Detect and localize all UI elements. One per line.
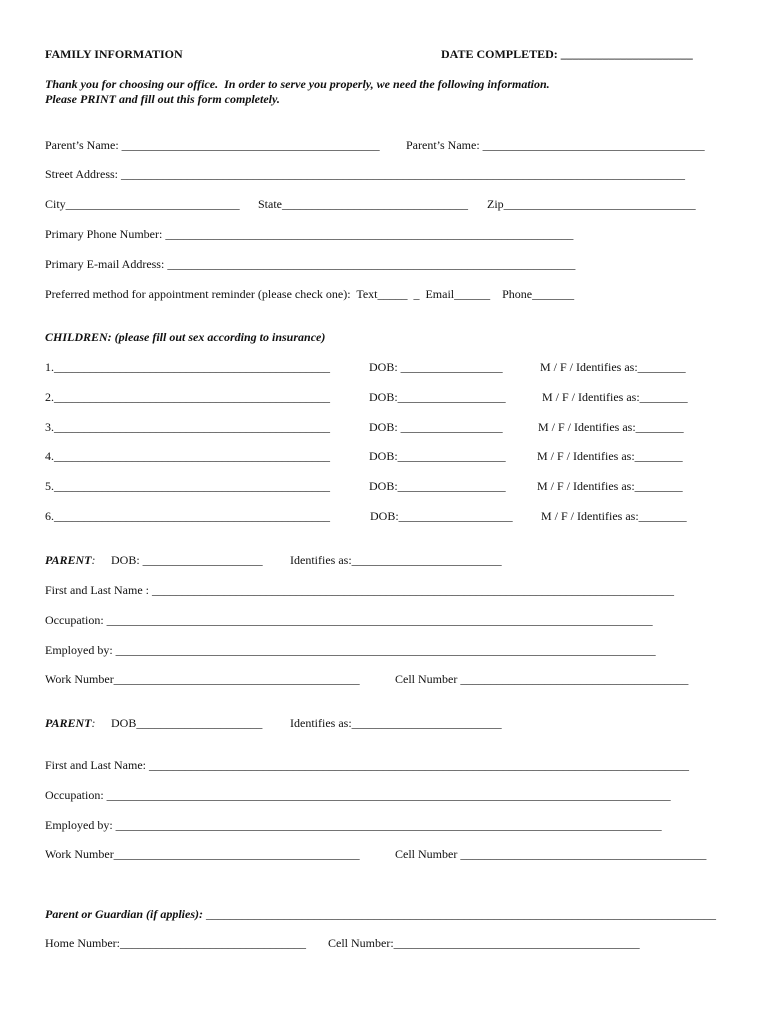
child-name-field[interactable]: 3.______________________________________________ (45, 420, 330, 434)
child-sex-field[interactable]: M / F / Identifies as:________ (542, 390, 688, 404)
parent1-heading (45, 553, 95, 567)
parent2-label: PARENT (45, 716, 92, 730)
parent2-occupation-field[interactable]: Occupation: ______________________________________________________________________________________________ (45, 788, 671, 802)
parent1-work-number-field[interactable]: Work Number_________________________________________ (45, 672, 360, 686)
parent1-employer-field[interactable]: Employed by: __________________________________________________________________________________________ (45, 643, 656, 657)
primary-email-field[interactable]: Primary E-mail Address: ____________________________________________________________________ (45, 257, 576, 271)
child-name-field[interactable]: 6.______________________________________________ (45, 509, 330, 523)
parent-name-field-2[interactable]: Parent’s Name: _____________________________________ (406, 138, 705, 152)
city-field[interactable]: City_____________________________ (45, 197, 240, 211)
child-dob-field[interactable]: DOB:__________________ (369, 390, 506, 404)
child-sex-field[interactable]: M / F / Identifies as:________ (538, 420, 684, 434)
child-sex-field[interactable]: M / F / Identifies as:________ (537, 449, 683, 463)
child-name-field[interactable]: 2.______________________________________________ (45, 390, 330, 404)
parent-name-field-1[interactable]: Parent’s Name: ___________________________________________ (45, 138, 380, 152)
guardian-label: Parent or Guardian (if applies): (45, 907, 207, 921)
parent1-name-field[interactable]: First and Last Name : _______________________________________________________________________________________ (45, 583, 674, 597)
child-sex-field[interactable]: M / F / Identifies as:________ (537, 479, 683, 493)
parent2-name-field[interactable]: First and Last Name: __________________________________________________________________________________________ (45, 758, 689, 772)
parent1-occupation-field[interactable]: Occupation: ___________________________________________________________________________________________ (45, 613, 653, 627)
child-name-field[interactable]: 1.______________________________________________ (45, 360, 330, 374)
parent2-identifies-field[interactable]: Identifies as:_________________________ (290, 716, 502, 730)
intro-line-1: Thank you for choosing our office. In order to serve you properly, we need the following information. (45, 77, 550, 91)
child-dob-field[interactable]: DOB:__________________ (369, 479, 506, 493)
guardian-cell-number-field[interactable]: Cell Number:_________________________________________ (328, 936, 640, 950)
parent1-dob-field[interactable]: DOB: ____________________ (111, 553, 263, 567)
parent2-dob-field[interactable]: DOB_____________________ (111, 716, 263, 730)
children-heading: CHILDREN: (please fill out sex according to insurance) (45, 330, 326, 344)
guardian-field[interactable] (45, 907, 716, 921)
parent1-label: PARENT (45, 553, 92, 567)
parent2-cell-number-field[interactable]: Cell Number _________________________________________ (395, 847, 707, 861)
child-dob-field[interactable]: DOB:___________________ (370, 509, 513, 523)
child-dob-field[interactable]: DOB: _________________ (369, 360, 503, 374)
child-sex-field[interactable]: M / F / Identifies as:________ (541, 509, 687, 523)
child-dob-field[interactable]: DOB: _________________ (369, 420, 503, 434)
intro-line-2: Please PRINT and fill out this form completely. (45, 92, 280, 106)
child-dob-field[interactable]: DOB:__________________ (369, 449, 506, 463)
parent2-heading (45, 716, 95, 730)
zip-field[interactable]: Zip________________________________ (487, 197, 696, 211)
street-address-field[interactable]: Street Address: ______________________________________________________________________________________________ (45, 167, 685, 181)
primary-phone-field[interactable]: Primary Phone Number: ____________________________________________________________________ (45, 227, 574, 241)
parent2-work-number-field[interactable]: Work Number_________________________________________ (45, 847, 360, 861)
guardian-line[interactable]: _____________________________________________________________________________________ (206, 907, 717, 921)
guardian-home-number-field[interactable]: Home Number:_______________________________ (45, 936, 306, 950)
parent1-colon: : (91, 553, 96, 567)
parent1-cell-number-field[interactable]: Cell Number ______________________________________ (395, 672, 689, 686)
state-field[interactable]: State_______________________________ (258, 197, 468, 211)
child-name-field[interactable]: 4.______________________________________________ (45, 449, 330, 463)
child-name-field[interactable]: 5.______________________________________________ (45, 479, 330, 493)
parent2-colon: : (91, 716, 96, 730)
date-completed-field[interactable]: DATE COMPLETED: ______________________ (441, 47, 693, 61)
parent2-employer-field[interactable]: Employed by: ___________________________________________________________________________________________ (45, 818, 662, 832)
form-title: FAMILY INFORMATION (45, 47, 183, 61)
parent1-identifies-field[interactable]: Identifies as:_________________________ (290, 553, 502, 567)
child-sex-field[interactable]: M / F / Identifies as:________ (540, 360, 686, 374)
reminder-preference-field[interactable]: Preferred method for appointment reminder (please check one): Text_____ _ Email______ Phone_______ (45, 287, 575, 301)
